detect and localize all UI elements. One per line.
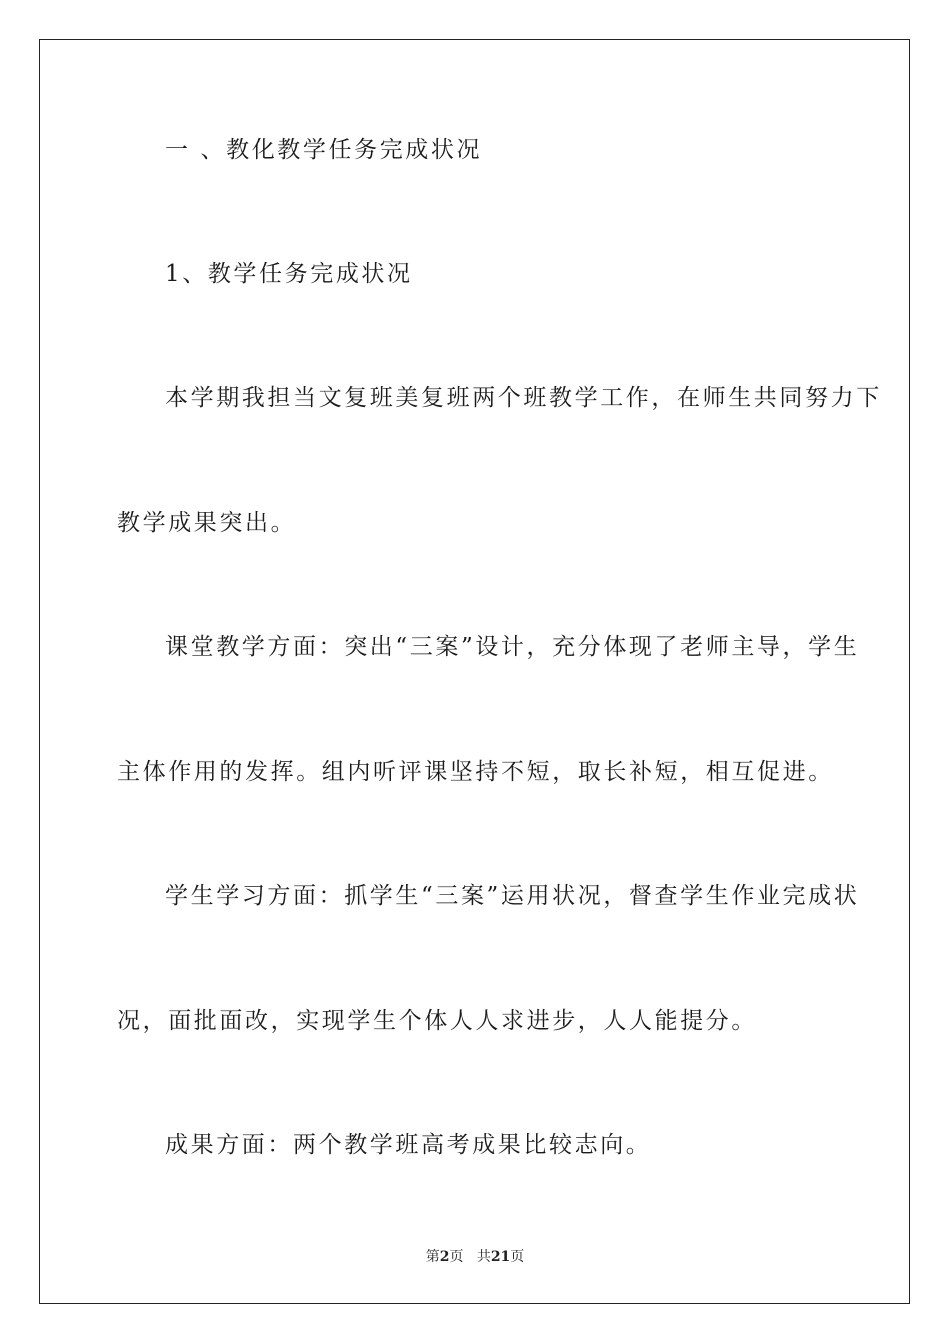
page-footer: [0, 1247, 950, 1267]
paragraph-line: 本学期我担当文复班美复班两个班教学工作，在师生共同努力下: [165, 385, 882, 411]
page-prefix: 第: [425, 1249, 440, 1265]
page-number: 2: [439, 1249, 450, 1265]
paragraph-line: 学生学习方面：抓学生“三案”运用状况，督查学生作业完成状: [165, 883, 860, 909]
paragraph-line: 成果方面：两个教学班高考成果比较志向。: [165, 1132, 652, 1158]
page-border: [39, 39, 910, 1304]
section-heading: 一 、教化教学任务完成状况: [165, 137, 483, 163]
paragraph-line: 课堂教学方面：突出“三案”设计，充分体现了老师主导，学生: [165, 634, 860, 660]
paragraph-line: 教学成果突出。: [117, 510, 297, 536]
subsection-heading: 1、教学任务完成状况: [165, 261, 413, 287]
paragraph-line: 况，面批面改，实现学生个体人人求进步，人人能提分。: [117, 1008, 757, 1034]
total-prefix: 共: [476, 1249, 491, 1265]
paragraph-line: 主体作用的发挥。组内听评课坚持不短，取长补短，相互促进。: [117, 759, 834, 785]
page-suffix: 页: [449, 1249, 464, 1265]
page-total: 21: [490, 1249, 511, 1265]
total-suffix: 页: [510, 1249, 525, 1265]
